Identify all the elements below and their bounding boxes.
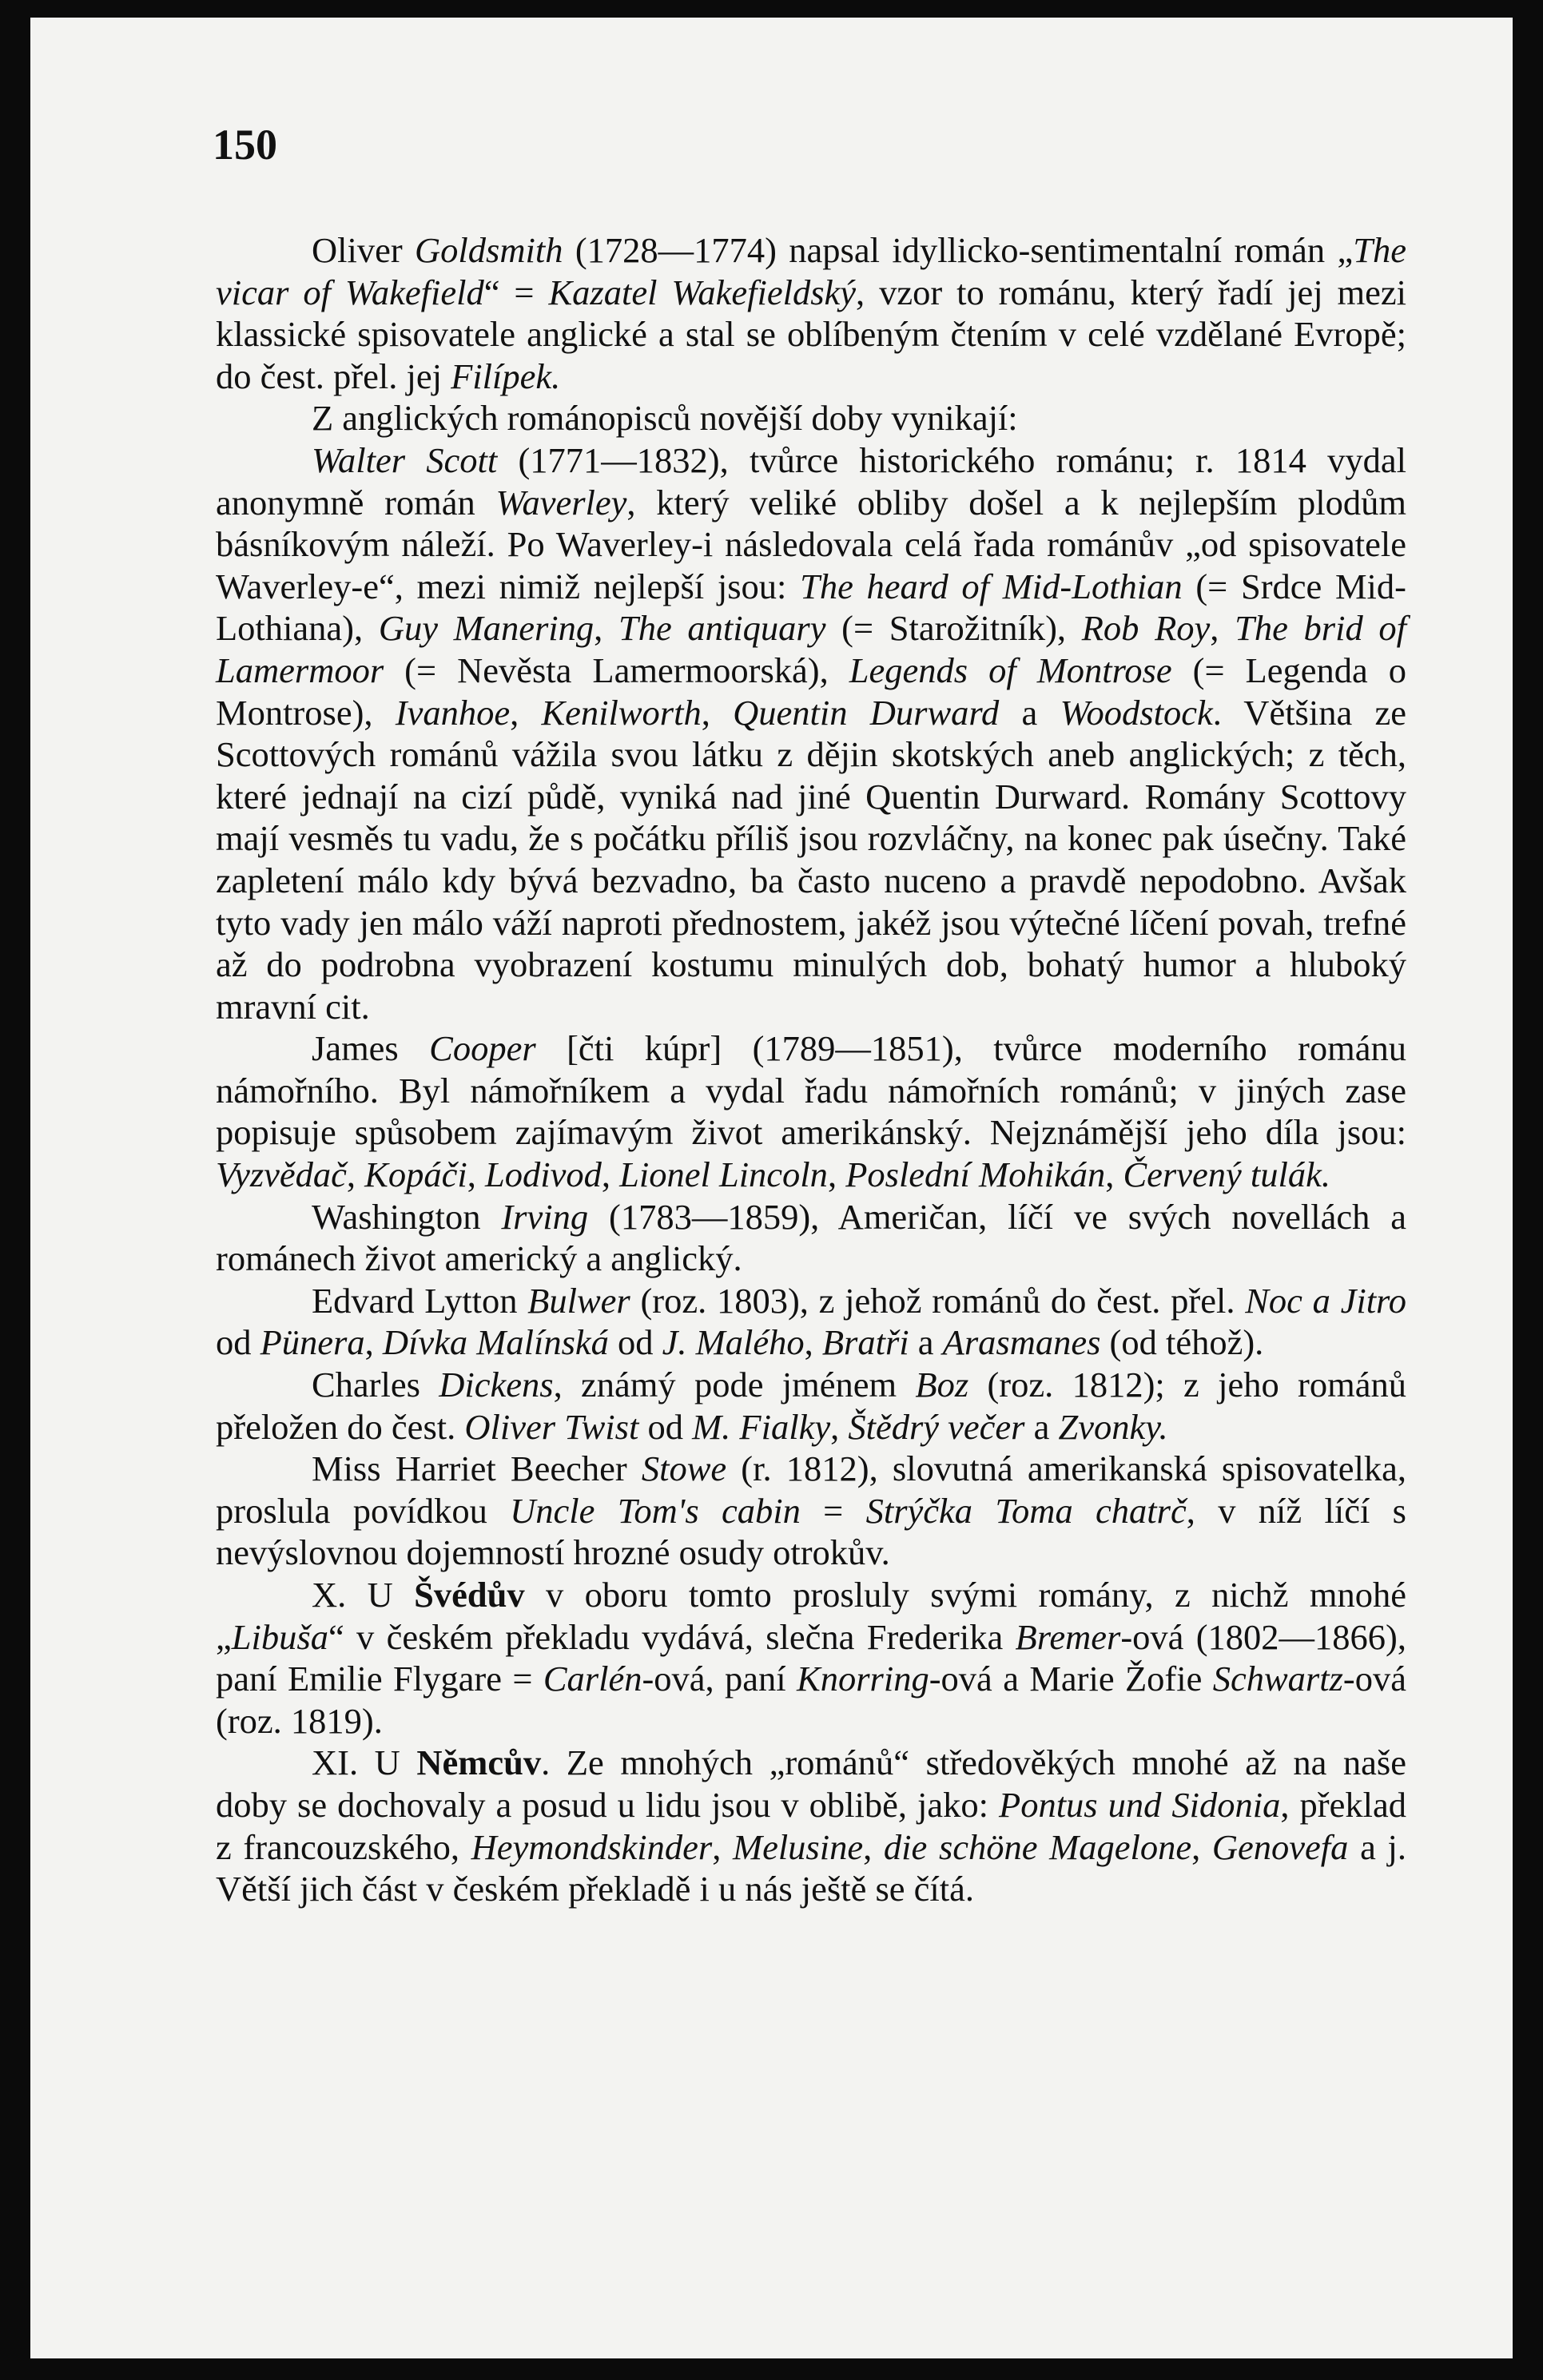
italic-text: die schöne Magelone [883, 1826, 1192, 1867]
italic-text: M. Fialky [692, 1406, 831, 1447]
italic-text: Filípek. [451, 356, 561, 396]
text-run: Miss Harriet Beecher [312, 1448, 642, 1489]
italic-text: Genovefa [1211, 1826, 1349, 1867]
text-run: (r. 1812), slovutná amerikanská spisovatelka, proslula povídkou [216, 1448, 1407, 1531]
italic-text: Bremer [1015, 1616, 1121, 1657]
text-run: (1771—1832), tvůrce historického románu; r. 1814 vydal anonymně román [216, 439, 1406, 522]
text-run: James [312, 1028, 430, 1069]
italic-text: Quentin Durward [733, 692, 1000, 733]
italic-text: Waverley [495, 482, 627, 522]
text-run: -ová (1802—1866), paní Emilie Flygare = [216, 1616, 1406, 1699]
italic-text: Lodivod [484, 1154, 602, 1195]
italic-text: Oliver Twist [464, 1406, 639, 1447]
text-run: , [346, 1154, 365, 1195]
italic-text: Ivanhoe [395, 692, 511, 733]
italic-text: Kenilworth [541, 692, 702, 733]
text-run: , [830, 1406, 849, 1447]
bold-text: Švédův [414, 1575, 525, 1615]
italic-text: Kazatel Wakefieldský [548, 272, 857, 312]
text-run: , [863, 1826, 884, 1867]
text-run: (roz. 1803), z jehož románů do čest. přel. [630, 1280, 1246, 1321]
italic-text: Noc a Jitro [1245, 1280, 1406, 1321]
text-run: , [601, 1154, 620, 1195]
italic-text: Walter Scott [312, 439, 498, 480]
text-run: (1728—1774) napsal idyllicko-sentimentalní román „ [563, 230, 1354, 270]
italic-text: Dickens [439, 1365, 554, 1405]
text-run: a [999, 692, 1060, 733]
italic-text: Knorring [797, 1659, 929, 1699]
italic-text: Arasmanes [942, 1322, 1101, 1363]
paragraph [216, 229, 1406, 397]
italic-text: Irving [501, 1196, 589, 1237]
body-text [216, 229, 1406, 1910]
text-run: (1783—1859), Američan, líčí ve svých novellách a románech život americký a anglický. [216, 1196, 1406, 1279]
text-run: , překlad z francouzského, [216, 1784, 1406, 1867]
text-run: -ová (roz. 1819). [216, 1659, 1406, 1741]
italic-text: J. Malého [662, 1322, 805, 1363]
italic-text: Rob Roy [1081, 608, 1211, 649]
italic-text: Melusine [733, 1826, 864, 1867]
italic-text: Štědrý večer [848, 1406, 1025, 1447]
text-run: Charles [312, 1365, 439, 1405]
text-run: . Ze mnohých „románů“ středověkých mnohé až na naše doby se dochovaly a posud u lidu jsou v oblibě, jako: [216, 1742, 1406, 1825]
italic-text: Pontus und Sidonia [999, 1784, 1281, 1825]
text-run: X. U [312, 1575, 415, 1615]
italic-text: Woodstock [1060, 692, 1213, 733]
italic-text: The heard of Mid-Lothian [800, 566, 1183, 606]
text-run: , [1210, 608, 1235, 649]
text-run: Oliver [312, 230, 416, 270]
italic-text: Guy Manering [378, 608, 595, 649]
text-run: XI. U [312, 1742, 417, 1783]
italic-text: Legends of Montrose [849, 650, 1172, 690]
text-run: , vzor to románu, který řadí jej mezi klassické spisovatele anglické a stal se oblíbeným čtením v celé vzdělané Evropě; do čest. přel. jej [216, 272, 1406, 396]
text-run: -ová a Marie Žofie [929, 1659, 1213, 1699]
text-run: od [608, 1322, 662, 1363]
text-run: , [467, 1154, 485, 1195]
text-run: , [712, 1826, 733, 1867]
italic-text: Cooper [429, 1028, 536, 1069]
bold-text: Němcův [416, 1742, 542, 1783]
italic-text: Poslední Mohikán [845, 1154, 1106, 1195]
text-run: , [1105, 1154, 1123, 1195]
italic-text: Heymondskinder [471, 1826, 713, 1867]
text-run: Z anglických románopisců novější doby vynikají: [312, 398, 1018, 439]
text-run: “ v českém překladu vydává, slečna Frederika [328, 1616, 1016, 1657]
text-run: a j. Větší jich část v českém překladě i u nás ještě se čítá. [216, 1826, 1407, 1909]
italic-text: The vicar of Wakefield [216, 230, 1406, 312]
text-run: “ = [483, 272, 549, 312]
italic-text: Bulwer [527, 1280, 630, 1321]
paragraph [216, 1196, 1406, 1280]
italic-text: Lionel Lincoln [619, 1154, 828, 1195]
text-run: [čti kúpr] (1789—1851), tvůrce moderního románu námořního. Byl námořníkem a vydal řadu námořních románů; v jiných zase popisuje spůsobem zajímavým život amerikánský. Nejznámější jeho díla jsou: [216, 1028, 1406, 1153]
text-run: , [510, 692, 542, 733]
text-run: , [594, 608, 618, 649]
text-run: Washington [312, 1196, 502, 1237]
italic-text: Goldsmith [415, 230, 563, 270]
paragraph [216, 439, 1406, 1027]
italic-text: The brid of Lamermoor [216, 608, 1407, 690]
text-run: (roz. 1812); z jeho románů přeložen do čest. [216, 1365, 1406, 1447]
text-run: a [909, 1322, 943, 1363]
text-run: (= Starožitník), [825, 608, 1082, 649]
italic-text: Dívka Malínská [382, 1322, 609, 1363]
italic-text: Carlén [543, 1659, 642, 1699]
text-run: = [800, 1490, 866, 1531]
text-run: , známý pode jménem [553, 1365, 916, 1405]
text-run: a [1024, 1406, 1059, 1447]
paragraph [216, 1448, 1406, 1574]
text-run: , [701, 692, 734, 733]
text-run: (= Nevěsta Lamermoorská), [384, 650, 849, 690]
italic-text: Libuša [231, 1616, 328, 1657]
paragraph [216, 1574, 1406, 1742]
text-run: od [216, 1322, 260, 1363]
text-run: , [804, 1322, 822, 1363]
paragraph [216, 1027, 1406, 1195]
text-run: Edvard Lytton [312, 1280, 528, 1321]
text-run: (= Legenda o Montrose), [216, 650, 1406, 733]
italic-text: Schwartz [1212, 1659, 1343, 1699]
text-run: , v níž líčí s nevýslovnou dojemností hrozné osudy otrokův. [216, 1490, 1406, 1573]
paragraph [216, 1742, 1406, 1909]
italic-text: Boz [915, 1365, 969, 1405]
paragraph [216, 397, 1406, 439]
page-number: 150 [213, 121, 277, 169]
italic-text: Stowe [641, 1448, 727, 1489]
text-run: . Většina ze Scottových románů vážila svou látku z dějin skotských aneb anglických; z těch, které jednají na cizí půdě, vyniká nad jiné Quentin Durward. Romány Scottovy mají vesměs tu vadu, že s počátku příliš jsou rozvláčny, na konec pak úsečny. Také zapletení málo kdy bývá bezvadno, ba často nuceno a pravdě nepodobno. Avšak tyto vady jen málo váží naproti přednostem, jakéž jsou výtečné líčení povah, trefné až do podrobna vyobrazení kostumu minulých dob, bohatý humor a hluboký mravní cit. [216, 692, 1406, 1027]
italic-text: Zvonky. [1058, 1406, 1168, 1447]
italic-text: Červený tulák. [1123, 1154, 1330, 1195]
italic-text: Uncle Tom's cabin [510, 1490, 801, 1531]
text-run: , [1191, 1826, 1212, 1867]
italic-text: Kopáči [364, 1154, 467, 1195]
italic-text: Vyzvědač [216, 1154, 347, 1195]
text-run: (= Srdce Mid-Lothiana), [216, 566, 1406, 649]
text-run: v oboru tomto prosluly svými romány, z nichž mnohé „ [216, 1575, 1406, 1657]
italic-text: The antiquary [618, 608, 826, 649]
text-run: , [364, 1322, 383, 1363]
italic-text: Pünera [260, 1322, 365, 1363]
paragraph [216, 1364, 1406, 1448]
text-run: , [827, 1154, 846, 1195]
text-run: (od téhož). [1100, 1322, 1264, 1363]
italic-text: Strýčka Toma chatrč [865, 1490, 1187, 1531]
text-run: od [638, 1406, 693, 1447]
paragraph [216, 1280, 1406, 1364]
italic-text: Bratři [821, 1322, 909, 1363]
text-run: -ová, paní [642, 1659, 797, 1699]
text-run: , který veliké obliby došel a k nejlepším plodům básníkovým náleží. Po Waverley-i následovala celá řada románův „od spisovatele Waverley-e“, mezi nimiž nejlepší jsou: [216, 482, 1406, 606]
book-page [30, 18, 1513, 2358]
